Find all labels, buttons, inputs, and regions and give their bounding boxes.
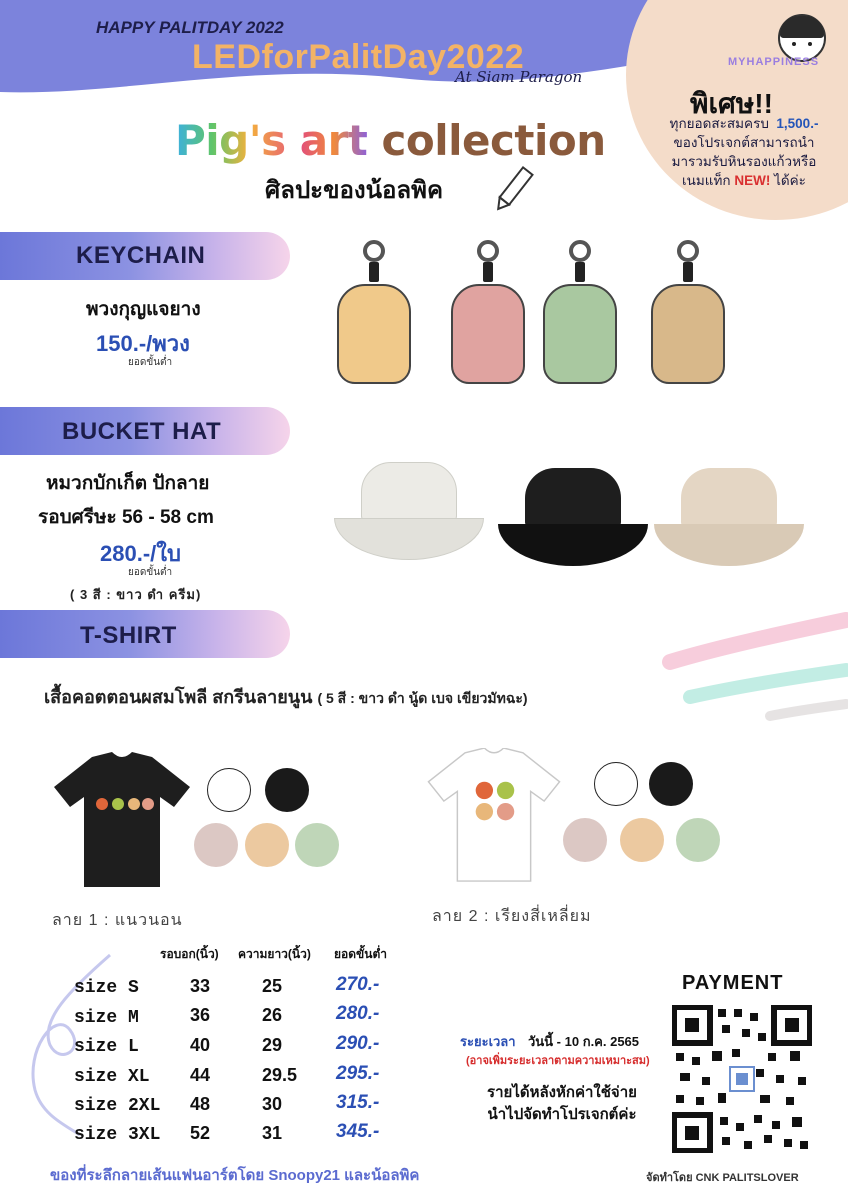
size-row-chest: 40 <box>190 1035 211 1055</box>
size-row-price: 315.- <box>336 1092 380 1113</box>
size-row-chest: 44 <box>190 1065 211 1085</box>
new-label: NEW! <box>734 173 771 188</box>
tshirt-swatch-nude <box>194 823 238 867</box>
tshirt2-swatch-nude <box>563 818 607 862</box>
size-row-chest: 52 <box>190 1123 211 1143</box>
organizer-credit: จัดทำโดย CNK PALITSLOVER <box>646 1172 799 1184</box>
tshirt-description <box>44 682 528 711</box>
tshirt-description-text: เสื้อคอตตอนผสมโพลี สกรีนลายนูน <box>44 687 313 707</box>
promo-line2: ของโปรเจกต์สามารถนำ <box>673 135 815 150</box>
period-note: (อาจเพิ่มระยะเวลาตามความเหมาะสม) <box>466 1055 650 1067</box>
collection-title <box>175 116 606 165</box>
tshirt-swatch-black <box>265 768 309 812</box>
promo-line4-suffix: ได้ค่ะ <box>774 173 806 188</box>
size-row-length: 31 <box>262 1123 283 1143</box>
period-label: ระยะเวลา <box>460 1034 516 1049</box>
size-row-length: 25 <box>262 976 283 996</box>
proceeds-line1: รายได้หลังหักค่าใช้จ่าย <box>487 1084 637 1101</box>
qr-code[interactable] <box>672 1005 812 1153</box>
bucket-hat-description: หมวกบักเก็ต ปักลาย <box>46 473 210 494</box>
design1-label: ลาย 1 : แนวนอน <box>52 912 183 929</box>
bucket-hat-heading: BUCKET HAT <box>62 418 222 445</box>
myhappiness-badge: MYHAPPINESS <box>728 56 820 68</box>
size-row-label: size L <box>74 1037 139 1057</box>
tshirt-swatch-beige <box>245 823 289 867</box>
title-word-art: art <box>299 116 368 165</box>
keychain-min-order: ยอดขั้นต่ำ <box>128 357 173 368</box>
size-row-length: 29 <box>262 1035 283 1055</box>
bucket-hat-black <box>498 468 648 573</box>
tshirt-design1-black <box>52 752 192 887</box>
collection-subtitle: ศิลปะของน้อลพิค <box>265 177 444 204</box>
header-chest: รอบอก(นิ้ว) <box>160 947 219 961</box>
keychain-pilot <box>448 240 528 390</box>
event-venue: At Siam Paragon <box>455 68 583 86</box>
size-row-chest: 36 <box>190 1005 211 1025</box>
keychain-description: พวงกุญแจยาง <box>86 299 201 320</box>
promo-amount: 1,500.- <box>776 116 819 131</box>
payment-title: PAYMENT <box>682 972 784 994</box>
period-value: วันนี้ - 10 ก.ค. 2565 <box>528 1034 640 1049</box>
promo-line1: ทุกยอดสะสมครบ <box>669 116 769 131</box>
footer-credit: ของที่ระลึกลายเส้นแฟนอาร์ตโดย Snoopy21 และน้อลพิค <box>50 1167 420 1184</box>
chalk-strokes <box>660 612 848 722</box>
size-row-length: 29.5 <box>262 1065 298 1085</box>
keychain-lantern <box>540 240 620 390</box>
tshirt-colors-note: ( 5 สี : ขาว ดำ นู้ด เบจ เขียวมัทฉะ) <box>317 690 528 706</box>
avatar <box>778 14 826 62</box>
promo-heading: พิเศษ!! <box>690 88 773 119</box>
tshirt-swatch-matcha <box>295 823 339 867</box>
promo-line3: มารวมรับหินรองแก้วหรือ <box>671 154 817 169</box>
size-row-chest: 48 <box>190 1094 211 1114</box>
size-row-length: 30 <box>262 1094 283 1114</box>
promo-line4: เนมแท็ก <box>682 173 731 188</box>
tshirt-swatch-white <box>207 768 251 812</box>
tshirt2-swatch-beige <box>620 818 664 862</box>
header-length: ความยาว(นิ้ว) <box>238 947 311 961</box>
title-word-collection: collection <box>381 116 606 165</box>
bucket-hat-colors-note: ( 3 สี : ขาว ดำ ครีม) <box>70 587 202 602</box>
size-row-length: 26 <box>262 1005 283 1025</box>
bucket-hat-cream <box>654 468 804 573</box>
keychain-farmer <box>648 240 728 390</box>
size-row-chest: 33 <box>190 976 211 996</box>
bucket-hat-white <box>334 462 484 567</box>
size-row-price: 270.- <box>336 974 380 995</box>
size-row-label: size S <box>74 978 139 998</box>
size-row-label: size 2XL <box>74 1096 161 1116</box>
title-word-pigs: Pig's <box>175 116 286 165</box>
tshirt2-swatch-black <box>649 762 693 806</box>
event-title: LEDforPalitDay2022 <box>192 38 525 76</box>
tshirt-design2-white <box>424 748 564 883</box>
size-row-price: 345.- <box>336 1121 380 1142</box>
size-row-price: 280.- <box>336 1003 380 1024</box>
header-min-price: ยอดขั้นต่ำ <box>334 947 387 961</box>
size-row-label: size 3XL <box>74 1125 161 1145</box>
promo-text <box>640 114 848 190</box>
size-row-price: 295.- <box>336 1063 380 1084</box>
pencil-icon <box>490 164 536 216</box>
keychain-heading: KEYCHAIN <box>76 242 206 269</box>
keychain-price: 150.-/พวง <box>96 331 190 356</box>
bucket-hat-price: 280.-/ใบ <box>100 541 181 566</box>
keychain-chef <box>334 240 414 390</box>
tshirt2-swatch-matcha <box>676 818 720 862</box>
tshirt2-swatch-white <box>594 762 638 806</box>
size-row-label: size M <box>74 1008 139 1028</box>
size-row-label: size XL <box>74 1067 150 1087</box>
size-row-price: 290.- <box>336 1033 380 1054</box>
proceeds-line2: นำไปจัดทำโปรเจกต์ค่ะ <box>487 1106 637 1123</box>
tshirt-heading: T-SHIRT <box>80 622 177 649</box>
proceeds-text <box>462 1082 662 1126</box>
event-kicker: HAPPY PALITDAY 2022 <box>96 18 284 37</box>
bucket-hat-min-order: ยอดขั้นต่ำ <box>128 567 173 578</box>
bucket-hat-size: รอบศรีษะ 56 - 58 cm <box>38 507 214 528</box>
design2-label: ลาย 2 : เรียงสี่เหลี่ยม <box>432 908 592 925</box>
